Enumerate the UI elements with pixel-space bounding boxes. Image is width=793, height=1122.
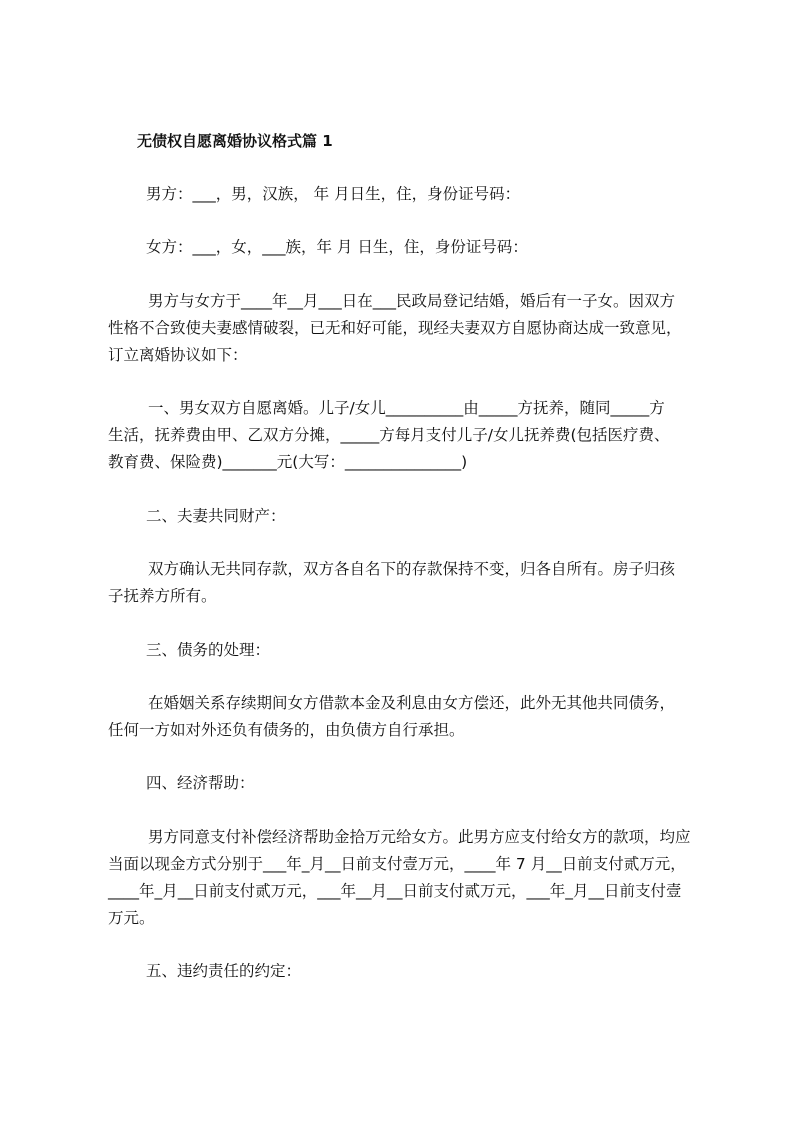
clause2-line-1: 双方确认无共同存款，双方各自名下的存款保持不变，归各自所有。房子归孩 [148, 560, 676, 578]
intro-line-3: 订立离婚协议如下： [108, 346, 248, 364]
woman-info-line: 女方：___，女，___族，年 月 日生，住，身份证号码： [146, 238, 528, 256]
clause1-line-1: 一、男女双方自愿离婚。儿子/女儿__________由_____方抚养，随同_____方 [148, 399, 665, 417]
clause1-line-3: 教育费、保险费)_______元(大写：_______________) [108, 453, 468, 471]
clause4-line-4: 万元。 [108, 909, 155, 927]
clause2-line-2: 子抚养方所有。 [108, 587, 217, 605]
clause3-line-2: 任何一方如对外还负有债务的，由负债方自行承担。 [108, 721, 465, 739]
intro-line-1: 男方与女方于____年__月___日在___民政局登记结婚，婚后有一子女。因双方 [148, 292, 676, 310]
document-title: 无债权自愿离婚协议格式篇 1 [137, 132, 333, 150]
clause4-line-3: ____年_月__日前支付贰万元，___年__月__日前支付贰万元，___年_月__日前支付壹 [108, 882, 682, 900]
man-info-line: 男方：___，男，汉族， 年 月日生，住，身份证号码： [146, 185, 521, 203]
clause4-line-2: 当面以现金方式分别于___年_月__日前支付壹万元，____年 7 月__日前支付贰万元， [108, 855, 686, 873]
heading-breach-liability: 五、违约责任的约定： [146, 962, 302, 980]
intro-line-2: 性格不合致使夫妻感情破裂，已无和好可能，现经夫妻双方自愿协商达成一致意见， [108, 319, 682, 337]
heading-joint-property: 二、夫妻共同财产： [146, 507, 286, 525]
heading-financial-help: 四、经济帮助： [146, 774, 255, 792]
clause3-line-1: 在婚姻关系存续期间女方借款本金及利息由女方偿还，此外无其他共同债务， [148, 694, 676, 712]
clause1-line-2: 生活，抚养费由甲、乙双方分摊，_____方每月支付儿子/女儿抚养费(包括医疗费、 [108, 426, 670, 444]
heading-debts: 三、债务的处理： [146, 641, 271, 659]
clause4-line-1: 男方同意支付补偿经济帮助金拾万元给女方。此男方应支付给女方的款项，均应 [148, 828, 691, 846]
